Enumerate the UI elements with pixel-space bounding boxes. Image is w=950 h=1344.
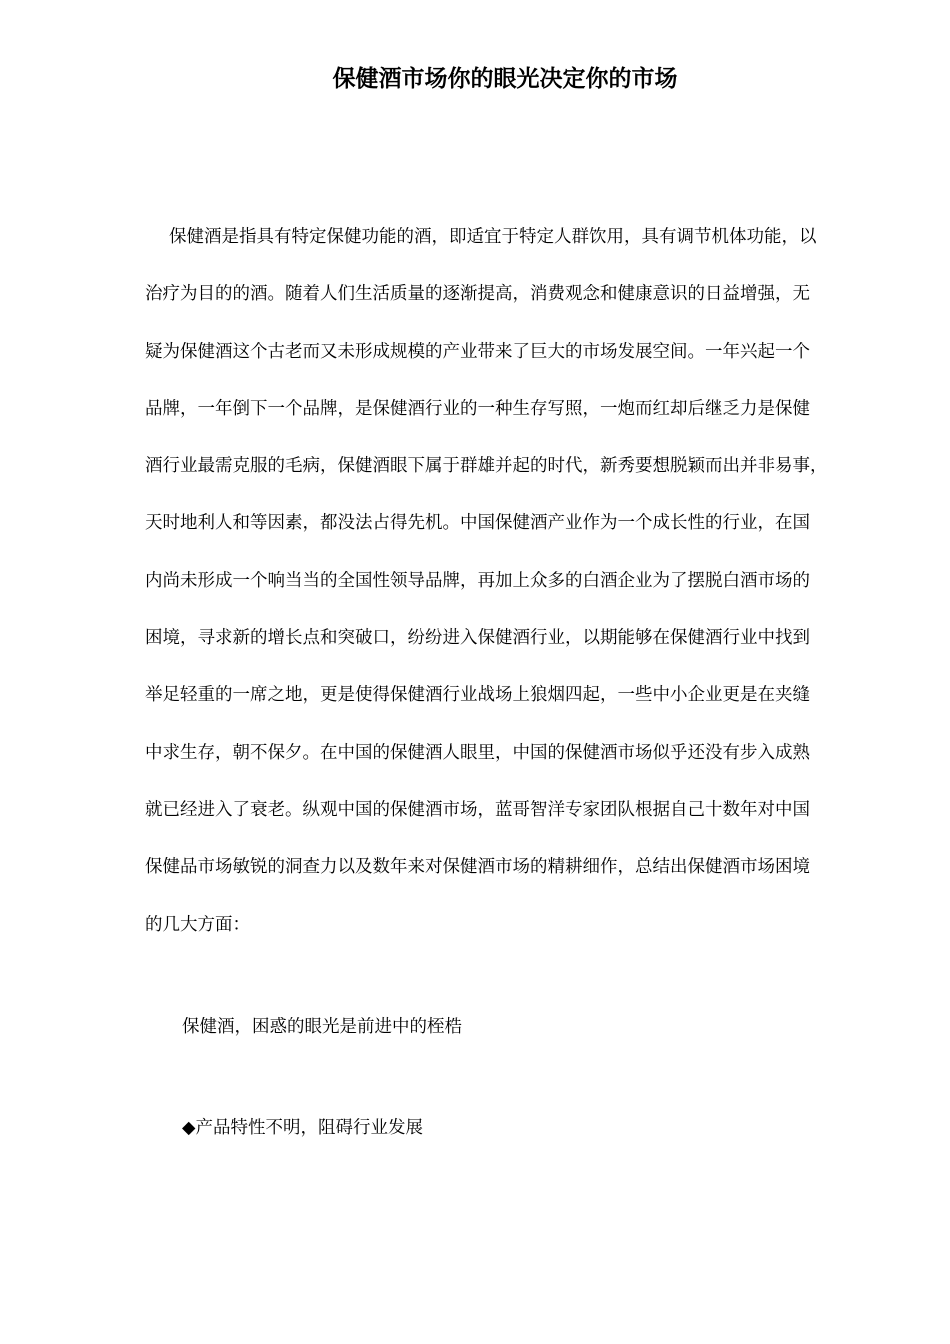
paragraph-line: 疑为保健酒这个古老而又未形成规模的产业带来了巨大的市场发展空间。一年兴起一个 bbox=[145, 341, 810, 362]
paragraph-line: 中求生存，朝不保夕。在中国的保健酒人眼里，中国的保健酒市场似乎还没有步入成熟 bbox=[145, 742, 810, 763]
section-subheading: 保健酒，困惑的眼光是前进中的桎梏 bbox=[182, 1017, 462, 1037]
paragraph-line: 举足轻重的一席之地，更是使得保健酒行业战场上狼烟四起，一些中小企业更是在夹缝 bbox=[145, 685, 810, 706]
paragraph-line: 酒行业最需克服的毛病，保健酒眼下属于群雄并起的时代，新秀要想脱颖而出并非易事， bbox=[145, 456, 828, 477]
paragraph-line: 治疗为目的的酒。随着人们生活质量的逐渐提高，消费观念和健康意识的日益增强，无 bbox=[145, 284, 810, 305]
body-paragraph bbox=[145, 224, 885, 969]
paragraph-line: 品牌，一年倒下一个品牌，是保健酒行业的一种生存写照，一炮而红却后继乏力是保健 bbox=[145, 398, 810, 419]
paragraph-line: 内尚未形成一个响当当的全国性领导品牌，再加上众多的白酒企业为了摆脱白酒市场的 bbox=[145, 570, 810, 591]
paragraph-line: 困境，寻求新的增长点和突破口，纷纷进入保健酒行业，以期能够在保健酒行业中找到 bbox=[145, 628, 810, 649]
paragraph-line: 的几大方面： bbox=[145, 914, 250, 935]
document-title: 保健酒市场你的眼光决定你的市场 bbox=[332, 65, 678, 92]
paragraph-line: 保健酒是指具有特定保健功能的酒，即适宜于特定人群饮用，具有调节机体功能，以 bbox=[169, 227, 817, 247]
paragraph-line: 就已经进入了衰老。纵观中国的保健酒市场，蓝哥智洋专家团队根据自己十数年对中国 bbox=[145, 799, 810, 820]
bullet-heading: ◆产品特性不明，阻碍行业发展 bbox=[182, 1118, 423, 1138]
paragraph-line: 天时地利人和等因素，都没法占得先机。中国保健酒产业作为一个成长性的行业，在国 bbox=[145, 513, 810, 534]
paragraph-line: 保健品市场敏锐的洞查力以及数年来对保健酒市场的精耕细作，总结出保健酒市场困境 bbox=[145, 857, 810, 878]
